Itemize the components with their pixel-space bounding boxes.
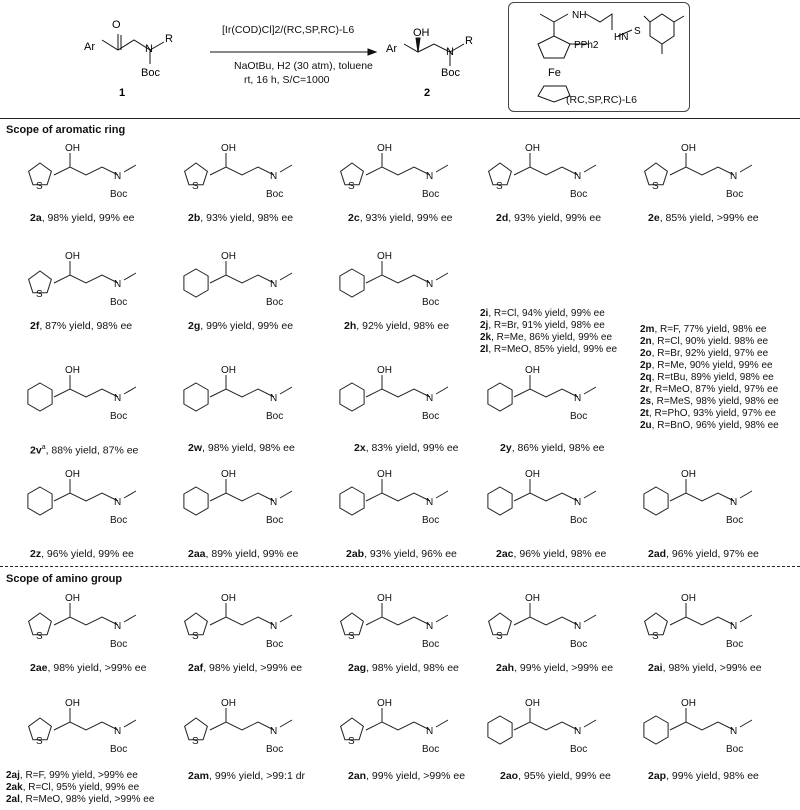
struct-r1-c3-oh: OH — [377, 143, 392, 154]
struct-am-r1-c3-n: N — [426, 621, 434, 632]
struct-r3-c4-ring — [488, 383, 512, 411]
struct-r1-c5-n: N — [730, 171, 738, 182]
label-2d: 2d, 93% yield, 99% ee — [496, 212, 602, 224]
label-2r: 2r, R=MeO, 87% yield, 97% ee — [640, 384, 779, 395]
struct-am-r2-c1-me — [124, 720, 136, 727]
struct-r4-c5-oh: OH — [681, 469, 696, 480]
boc-label-1: Boc — [141, 67, 160, 79]
struct-r3-c3-chain — [366, 389, 430, 397]
struct-r4-c2-ring — [184, 487, 208, 515]
struct-r4-c1-me — [124, 491, 136, 498]
struct-r2-c3-oh: OH — [377, 251, 392, 262]
struct-am-r1-c4-n: N — [574, 621, 582, 632]
label-2ac: 2ac, 96% yield, 98% ee — [496, 548, 607, 560]
nh-label: NH — [572, 10, 587, 21]
struct-r4-c4-n: N — [574, 497, 582, 508]
reagent-line-1: [Ir(COD)Cl]2/(RC,SP,RC)-L6 — [222, 24, 355, 36]
struct-am-r1-c3-s: S — [348, 631, 355, 642]
s-label: S — [634, 26, 641, 37]
struct-r4-c2-chain — [210, 493, 274, 501]
struct-am-r1-c2-boc: Boc — [266, 639, 284, 650]
struct-r1-c4-chain — [514, 167, 578, 175]
struct-r1-c3-s: S — [348, 181, 355, 192]
hn-label: HN — [614, 32, 629, 43]
struct-r1-c4-n: N — [574, 171, 582, 182]
label-2am: 2am, 99% yield, >99:1 dr — [188, 770, 306, 782]
struct-am-r2-c5-n: N — [730, 726, 738, 737]
struct-r1-c2-s: S — [192, 181, 199, 192]
struct-r1-c5-oh: OH — [681, 143, 696, 154]
struct-r1-c5-boc: Boc — [726, 189, 744, 200]
struct-r2-c2-n: N — [270, 279, 278, 290]
label-2i: 2i, R=Cl, 94% yield, 99% ee — [480, 308, 605, 319]
struct-am-r2-c1-n: N — [114, 726, 122, 737]
struct-r4-c2-boc: Boc — [266, 515, 284, 526]
label-2an: 2an, 99% yield, >99% ee — [348, 770, 466, 782]
label-2n: 2n, R=Cl, 90% yield. 98% ee — [640, 336, 769, 347]
struct-r4-c3-ring — [340, 487, 364, 515]
struct-am-r1-c2-oh: OH — [221, 593, 236, 604]
struct-r4-c5-boc: Boc — [726, 515, 744, 526]
label-2c: 2c, 93% yield, 99% ee — [348, 212, 453, 224]
label-2z: 2z, 96% yield, 99% ee — [30, 548, 134, 560]
struct-r4-c4-boc: Boc — [570, 515, 588, 526]
struct-r3-c1-boc: Boc — [110, 411, 128, 422]
struct-r4-c2-me — [280, 491, 292, 498]
struct-r4-c3-chain — [366, 493, 430, 501]
label-2al: 2al, R=MeO, 98% yield, >99% ee — [6, 794, 155, 805]
struct-r1-c2-oh: OH — [221, 143, 236, 154]
struct-am-r2-c3-s: S — [348, 736, 355, 747]
struct-r2-c3-chain — [366, 275, 430, 283]
struct-am-r2-c4-boc: Boc — [570, 744, 588, 755]
label-2l: 2l, R=MeO, 85% yield, 99% ee — [480, 344, 618, 355]
struct-am-r1-c4-s: S — [496, 631, 503, 642]
struct-am-r2-c1-s: S — [36, 736, 43, 747]
label-2o: 2o, R=Br, 92% yield, 97% ee — [640, 348, 769, 359]
struct-am-r2-c2-boc: Boc — [266, 744, 284, 755]
fe-label: Fe — [548, 67, 561, 79]
struct-r4-c3-me — [436, 491, 448, 498]
struct-r4-c4-chain — [514, 493, 578, 501]
struct-r2-c3-boc: Boc — [422, 297, 440, 308]
struct-am-r2-c3-me — [436, 720, 448, 727]
struct-r3-c2-me — [280, 387, 292, 394]
struct-r3-c4-n: N — [574, 393, 582, 404]
struct-r3-c1-oh: OH — [65, 365, 80, 376]
struct-am-r1-c1-me — [124, 615, 136, 622]
struct-r2-c2-chain — [210, 275, 274, 283]
struct-r1-c2-n: N — [270, 171, 278, 182]
struct-am-r2-c3-chain — [366, 722, 430, 730]
struct-r3-c3-me — [436, 387, 448, 394]
label-2m: 2m, R=F, 77% yield, 98% ee — [640, 324, 767, 335]
struct-r4-c2-n: N — [270, 497, 278, 508]
struct-r3-c1-n: N — [114, 393, 122, 404]
struct-am-r2-c5-oh: OH — [681, 698, 696, 709]
struct-r1-c3-chain — [366, 167, 430, 175]
sm-number: 1 — [119, 87, 126, 99]
struct-r4-c5-n: N — [730, 497, 738, 508]
struct-r4-c1-oh: OH — [65, 469, 80, 480]
struct-r2-c2-oh: OH — [221, 251, 236, 262]
struct-am-r2-c5-boc: Boc — [726, 744, 744, 755]
label-2u: 2u, R=BnO, 96% yield, 98% ee — [640, 420, 779, 431]
struct-am-r1-c5-me — [740, 615, 752, 622]
struct-am-r2-c1-oh: OH — [65, 698, 80, 709]
label-2ai: 2ai, 98% yield, >99% ee — [648, 662, 762, 674]
struct-am-r2-c2-chain — [210, 722, 274, 730]
struct-r4-c3-oh: OH — [377, 469, 392, 480]
struct-r3-c3-oh: OH — [377, 365, 392, 376]
struct-r4-c3-n: N — [426, 497, 434, 508]
struct-r2-c1-chain — [54, 275, 118, 283]
struct-r2-c1-s: S — [36, 289, 43, 300]
struct-r2-c1-me — [124, 273, 136, 280]
struct-am-r1-c1-chain — [54, 617, 118, 625]
struct-r4-c3-boc: Boc — [422, 515, 440, 526]
r-label-2: R — [465, 35, 473, 47]
struct-r4-c5-me — [740, 491, 752, 498]
struct-am-r1-c3-chain — [366, 617, 430, 625]
struct-am-r2-c5-chain — [670, 722, 734, 730]
label-2x: 2x, 83% yield, 99% ee — [354, 442, 459, 454]
struct-r3-c3-boc: Boc — [422, 411, 440, 422]
struct-r4-c5-chain — [670, 493, 734, 501]
label-2aj: 2aj, R=F, 99% yield, >99% ee — [6, 770, 138, 781]
struct-r3-c1-me — [124, 387, 136, 394]
section-title-amino: Scope of amino group — [6, 573, 123, 585]
struct-am-r1-c4-chain — [514, 617, 578, 625]
struct-r3-c2-oh: OH — [221, 365, 236, 376]
struct-am-r1-c2-s: S — [192, 631, 199, 642]
label-2ap: 2ap, 99% yield, 98% ee — [648, 770, 759, 782]
struct-r4-c1-n: N — [114, 497, 122, 508]
r-label-1: R — [165, 33, 173, 45]
label-2g: 2g, 99% yield, 99% ee — [188, 320, 294, 332]
struct-am-r2-c3-oh: OH — [377, 698, 392, 709]
struct-r3-c2-chain — [210, 389, 274, 397]
struct-r2-c3-me — [436, 273, 448, 280]
struct-r2-c2-me — [280, 273, 292, 280]
struct-r3-c4-boc: Boc — [570, 411, 588, 422]
struct-r4-c4-me — [584, 491, 596, 498]
struct-am-r1-c4-boc: Boc — [570, 639, 588, 650]
struct-r3-c4-chain — [514, 389, 578, 397]
struct-r1-c4-me — [584, 165, 596, 172]
reagent-line-3: rt, 16 h, S/C=1000 — [244, 74, 330, 86]
label-2e: 2e, 85% yield, >99% ee — [648, 212, 759, 224]
label-2f: 2f, 87% yield, 98% ee — [30, 320, 133, 332]
label-2y: 2y, 86% yield, 98% ee — [500, 442, 605, 454]
label-2q: 2q, R=tBu, 89% yield, 98% ee — [640, 372, 774, 383]
struct-am-r1-c5-oh: OH — [681, 593, 696, 604]
label-2ae: 2ae, 98% yield, >99% ee — [30, 662, 147, 674]
struct-r4-c1-boc: Boc — [110, 515, 128, 526]
n-label-2: N — [446, 46, 454, 58]
struct-am-r2-c1-chain — [54, 722, 118, 730]
struct-r1-c1-boc: Boc — [110, 189, 128, 200]
label-2j: 2j, R=Br, 91% yield, 98% ee — [480, 320, 605, 331]
label-2b: 2b, 93% yield, 98% ee — [188, 212, 294, 224]
o-label: O — [112, 19, 121, 31]
struct-am-r2-c3-boc: Boc — [422, 744, 440, 755]
struct-r3-c1-chain — [54, 389, 118, 397]
struct-am-r1-c5-s: S — [652, 631, 659, 642]
struct-am-r2-c5-ring — [644, 716, 668, 744]
struct-r3-c2-ring — [184, 383, 208, 411]
label-2ag: 2ag, 98% yield, 98% ee — [348, 662, 459, 674]
struct-r1-c5-chain — [670, 167, 734, 175]
struct-am-r2-c3-n: N — [426, 726, 434, 737]
struct-r1-c1-s: S — [36, 181, 43, 192]
label-2a: 2a, 98% yield, 99% ee — [30, 212, 135, 224]
struct-r1-c2-me — [280, 165, 292, 172]
label-2ad: 2ad, 96% yield, 97% ee — [648, 548, 759, 560]
struct-r3-c3-n: N — [426, 393, 434, 404]
struct-r4-c1-chain — [54, 493, 118, 501]
label-2ao: 2ao, 95% yield, 99% ee — [500, 770, 611, 782]
struct-am-r1-c1-boc: Boc — [110, 639, 128, 650]
struct-am-r1-c2-n: N — [270, 621, 278, 632]
struct-r4-c4-ring — [488, 487, 512, 515]
label-2k: 2k, R=Me, 86% yield, 99% ee — [480, 332, 613, 343]
section-title-aromatic: Scope of aromatic ring — [6, 124, 126, 136]
struct-am-r1-c5-boc: Boc — [726, 639, 744, 650]
struct-r3-c2-n: N — [270, 393, 278, 404]
struct-r2-c3-ring — [340, 269, 364, 297]
label-2w: 2w, 98% yield, 98% ee — [188, 442, 295, 454]
struct-r1-c2-boc: Boc — [266, 189, 284, 200]
struct-r1-c4-s: S — [496, 181, 503, 192]
struct-r1-c2-chain — [210, 167, 274, 175]
boc-label-2: Boc — [441, 67, 460, 79]
struct-am-r1-c1-n: N — [114, 621, 122, 632]
oh-label: OH — [413, 27, 430, 39]
struct-r4-c5-ring — [644, 487, 668, 515]
struct-am-r2-c4-oh: OH — [525, 698, 540, 709]
struct-am-r1-c1-oh: OH — [65, 593, 80, 604]
label-2af: 2af, 98% yield, >99% ee — [188, 662, 303, 674]
n-label-1: N — [145, 43, 153, 55]
section-divider — [0, 566, 800, 567]
struct-am-r2-c2-oh: OH — [221, 698, 236, 709]
struct-r3-c3-ring — [340, 383, 364, 411]
struct-r1-c1-chain — [54, 167, 118, 175]
struct-r2-c1-oh: OH — [65, 251, 80, 262]
ar-label-1: Ar — [84, 41, 95, 53]
struct-r4-c4-oh: OH — [525, 469, 540, 480]
struct-r1-c4-oh: OH — [525, 143, 540, 154]
struct-am-r2-c4-chain — [514, 722, 578, 730]
struct-r4-c2-oh: OH — [221, 469, 236, 480]
struct-am-r2-c5-me — [740, 720, 752, 727]
struct-r3-c4-oh: OH — [525, 365, 540, 376]
struct-r1-c1-me — [124, 165, 136, 172]
struct-am-r2-c2-me — [280, 720, 292, 727]
struct-am-r1-c5-n: N — [730, 621, 738, 632]
label-2t: 2t, R=PhO, 93% yield, 97% ee — [640, 408, 776, 419]
struct-r1-c5-s: S — [652, 181, 659, 192]
label-2s: 2s, R=MeS, 98% yield, 98% ee — [640, 396, 779, 407]
struct-am-r1-c1-s: S — [36, 631, 43, 642]
reagent-line-2: NaOtBu, H2 (30 atm), toluene — [234, 60, 373, 72]
struct-r1-c1-oh: OH — [65, 143, 80, 154]
struct-am-r2-c1-boc: Boc — [110, 744, 128, 755]
label-2ab: 2ab, 93% yield, 96% ee — [346, 548, 457, 560]
struct-r1-c4-boc: Boc — [570, 189, 588, 200]
struct-r2-c3-n: N — [426, 279, 434, 290]
label-2ah: 2ah, 99% yield, >99% ee — [496, 662, 614, 674]
ligand-label: (RC,SP,RC)-L6 — [566, 94, 637, 106]
struct-r2-c1-boc: Boc — [110, 297, 128, 308]
struct-r2-c1-n: N — [114, 279, 122, 290]
struct-am-r2-c4-n: N — [574, 726, 582, 737]
struct-am-r1-c2-me — [280, 615, 292, 622]
struct-am-r1-c4-oh: OH — [525, 593, 540, 604]
struct-r1-c3-me — [436, 165, 448, 172]
struct-r1-c1-n: N — [114, 171, 122, 182]
pph2-label: PPh2 — [574, 40, 599, 51]
label-2ak: 2ak, R=Cl, 95% yield, 99% ee — [6, 782, 140, 793]
label-2v: $2v^a$, 88% yield, 87% ee — [30, 444, 139, 457]
struct-am-r2-c4-ring — [488, 716, 512, 744]
struct-r1-c5-me — [740, 165, 752, 172]
struct-am-r2-c2-s: S — [192, 736, 199, 747]
struct-am-r2-c2-n: N — [270, 726, 278, 737]
product-number: 2 — [424, 87, 431, 99]
struct-r1-c3-boc: Boc — [422, 189, 440, 200]
struct-r2-c2-boc: Boc — [266, 297, 284, 308]
ar-label-2: Ar — [386, 43, 397, 55]
label-2p: 2p, R=Me, 90% yield, 99% ee — [640, 360, 773, 371]
struct-am-r1-c5-chain — [670, 617, 734, 625]
struct-r3-c1-ring — [28, 383, 52, 411]
struct-r3-c2-boc: Boc — [266, 411, 284, 422]
struct-r4-c1-ring — [28, 487, 52, 515]
struct-am-r1-c3-me — [436, 615, 448, 622]
struct-am-r2-c4-me — [584, 720, 596, 727]
struct-am-r1-c3-boc: Boc — [422, 639, 440, 650]
struct-r3-c4-me — [584, 387, 596, 394]
struct-r2-c2-ring — [184, 269, 208, 297]
struct-r1-c3-n: N — [426, 171, 434, 182]
struct-am-r1-c3-oh: OH — [377, 593, 392, 604]
label-2aa: 2aa, 89% yield, 99% ee — [188, 548, 299, 560]
struct-am-r1-c2-chain — [210, 617, 274, 625]
label-2h: 2h, 92% yield, 98% ee — [344, 320, 450, 332]
struct-am-r1-c4-me — [584, 615, 596, 622]
header-divider — [0, 118, 800, 119]
